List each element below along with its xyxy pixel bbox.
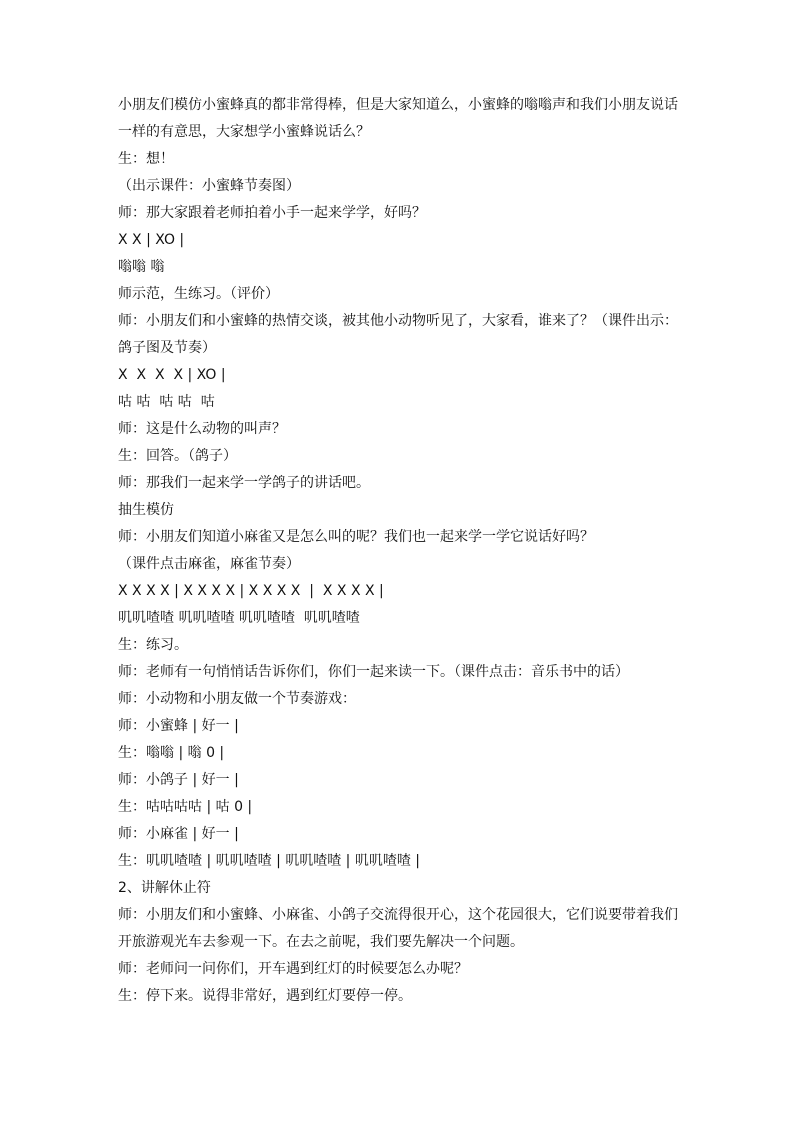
text-line: （出示课件：小蜜蜂节奏图） <box>118 178 300 194</box>
rhythm-notation: X X X X | X X X X | X X X X | X X X X | <box>118 583 384 599</box>
text-line: 抽生模仿 <box>118 502 174 518</box>
text-line: 师：那我们一起来学一学鸽子的讲话吧。 <box>118 475 370 491</box>
rhythm-notation: X X | XO | <box>118 232 185 248</box>
text-line: 师：老师问一问你们，开车遇到红灯的时候要怎么办呢？ <box>118 961 468 977</box>
rhythm-lyrics: 叽叽喳喳 叽叽喳喳 叽叽喳喳 叽叽喳喳 <box>118 610 360 626</box>
rhythm-lyrics: 咕 咕 咕 咕 咕 <box>118 394 215 410</box>
text-line: 生：嗡嗡 | 嗡 0 | <box>118 745 225 761</box>
rhythm-lyrics: 嗡嗡 嗡 <box>118 259 165 275</box>
text-line: 师：这是什么动物的叫声？ <box>118 421 286 437</box>
text-line: 师：小麻雀 | 好一 | <box>118 826 239 842</box>
text-line: 开旅游观光车去参观一下。在去之前呢，我们要先解决一个问题。 <box>118 934 524 950</box>
text-line: 师：小鸽子 | 好一 | <box>118 772 239 788</box>
text-line: 师：小朋友们知道小麻雀又是怎么叫的呢？我们也一起来学一学它说话好吗？ <box>118 529 594 545</box>
text-line: 师：小朋友们和小蜜蜂、小麻雀、小鸽子交流得很开心，这个花园很大，它们说要带着我们 <box>118 907 678 923</box>
text-line: 鸽子图及节奏） <box>118 340 216 356</box>
text-line: 一样的有意思，大家想学小蜜蜂说话么？ <box>118 124 370 140</box>
section-heading: 2、讲解休止符 <box>118 880 211 896</box>
text-line: 生：回答。（鸽子） <box>118 448 237 464</box>
text-line: 师：老师有一句悄悄话告诉你们，你们一起来读一下。（课件点击：音乐书中的话） <box>118 664 629 680</box>
text-line: 生：停下来。说得非常好，遇到红灯要停一停。 <box>118 988 412 1004</box>
text-line: 师：小蜜蜂 | 好一 | <box>118 718 239 734</box>
text-line: 小朋友们模仿小蜜蜂真的都非常得棒，但是大家知道么，小蜜蜂的嗡嗡声和我们小朋友说话 <box>118 97 678 113</box>
text-line: 师：小朋友们和小蜜蜂的热情交谈，被其他小动物听见了，大家看，谁来了？（课件出示： <box>118 313 678 329</box>
text-line: 师示范，生练习。（评价） <box>118 286 279 302</box>
text-line: 生：练习。 <box>118 637 188 653</box>
text-line: 生：咕咕咕咕 | 咕 0 | <box>118 799 253 815</box>
document-body <box>118 92 683 1010</box>
text-line: 生：叽叽喳喳 | 叽叽喳喳 | 叽叽喳喳 | 叽叽喳喳 | <box>118 853 421 869</box>
text-line: 师：小动物和小朋友做一个节奏游戏： <box>118 691 356 707</box>
text-line: （课件点击麻雀，麻雀节奏） <box>118 556 300 572</box>
text-line: 生：想！ <box>118 151 174 167</box>
rhythm-notation: X X X X | XO | <box>118 367 226 383</box>
text-line: 师：那大家跟着老师拍着小手一起来学学，好吗？ <box>118 205 426 221</box>
